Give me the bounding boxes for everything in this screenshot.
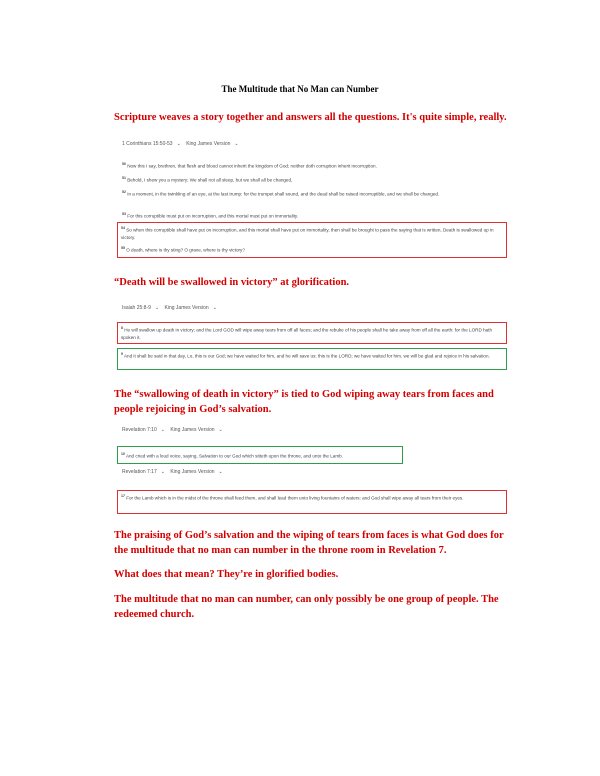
heading-swallowing-death: The “swallowing of death in victory” is tied to God wiping away tears from faces and people rejoicing in God’s salvation.	[114, 389, 494, 415]
chevron-down-icon: ⌄	[212, 305, 217, 311]
highlight-box-isaiah-9	[117, 348, 507, 370]
paragraph-redeemed-church: The multitude that no man can number, can only possibly be one group of people. The redeemed church.	[114, 594, 499, 620]
paragraph-praising-salvation: The praising of God’s salvation and the wiping of tears from faces is what God does for the multitude that no man can number in the throne room in Revelation 7.	[114, 530, 504, 556]
scripture-reference-1cor	[122, 141, 243, 147]
verse-51: $^{51}$ Behold, I shew you a mystery; We shall not all sleep, but we shall all be changed,	[122, 176, 293, 183]
chevron-down-icon: ⌄	[160, 427, 165, 433]
chevron-down-icon: ⌄	[154, 305, 160, 311]
chevron-down-icon: ⌄	[160, 469, 165, 475]
chevron-down-icon: ⌄	[218, 469, 223, 475]
highlight-box-verses-54-55	[117, 222, 507, 258]
verse-52: $^{52}$ In a moment, in the twinkling of an eye, at the last trump: for the trumpet shall sound, and the dead shall be raised incorruptible, and we shall be changed.	[122, 190, 440, 197]
paragraph-glorified-bodies: What does that mean? They’re in glorified bodies.	[114, 569, 339, 580]
verse-rev-7-10: $^{10}$ And cried with a loud voice, saying, Salvation to our God which sitteth upon the throne, and unto the Lamb.	[121, 452, 343, 459]
verse-rev-7-17: $^{17}$ For the Lamb which is in the midst of the throne shall feed them, and shall lead them unto living fountains of waters: and God shall wipe away all tears from their eyes.	[121, 494, 464, 501]
version-text: King James Version	[170, 469, 215, 475]
chevron-down-icon: ⌄	[234, 141, 239, 147]
scripture-reference-isaiah	[122, 305, 221, 311]
verse-isaiah-9: $^9$ And it shall be said in that day, Lo, this is our God; we have waited for him, and he will save us: this is the LORD; we have waited for him, we will be glad and rejoice in his salvation.	[121, 352, 490, 359]
intro-paragraph: Scripture weaves a story together and answers all the questions. It's quite simple, really.	[114, 112, 507, 123]
verse-isaiah-8: $^8$ He will swallow up death in victory; and the Lord GOD will wipe away tears from off all faces; and the rebuke of his people shall he take away from off all the earth: for the LORD hath spoken it.	[121, 326, 493, 340]
version-text: King James Version	[186, 141, 231, 147]
reference-text: Isaiah 25:8-9	[122, 305, 151, 311]
verse-55: $^{55}$ O death, where is thy sting? O grave, where is thy victory?	[121, 245, 245, 253]
page-title: The Multitude that No Man can Number	[221, 84, 379, 94]
heading-death-swallowed: “Death will be swallowed in victory” at glorification.	[114, 277, 350, 288]
highlight-box-rev-7-17	[117, 490, 507, 514]
highlight-box-isaiah-8	[117, 322, 507, 344]
chevron-down-icon: ⌄	[218, 427, 223, 433]
verse-53: $^{53}$ For this corruptible must put on incorruption, and this mortal must put on immortality.	[122, 212, 299, 219]
scripture-reference-rev-7-10	[122, 427, 227, 433]
reference-text: 1 Corinthians 15:50-53	[122, 141, 173, 147]
version-text: King James Version	[164, 305, 209, 311]
verse-54: $^{54}$ So when this corruptible shall have put on incorruption, and this mortal shall have put on immortality, then shall be brought to pass the saying that is written, Death is swallowed up in victory.	[121, 226, 494, 240]
scripture-reference-rev-7-17	[122, 469, 227, 475]
verse-50: $^{50}$ Now this I say, brethren, that flesh and blood cannot inherit the kingdom of God; neither doth corruption inherit incorruption.	[122, 162, 377, 169]
version-text: King James Version	[170, 427, 215, 433]
reference-text: Revelation 7:10	[122, 427, 157, 433]
chevron-down-icon: ⌄	[176, 141, 181, 147]
reference-text: Revelation 7:17	[122, 469, 157, 475]
highlight-box-rev-7-10	[117, 446, 403, 464]
